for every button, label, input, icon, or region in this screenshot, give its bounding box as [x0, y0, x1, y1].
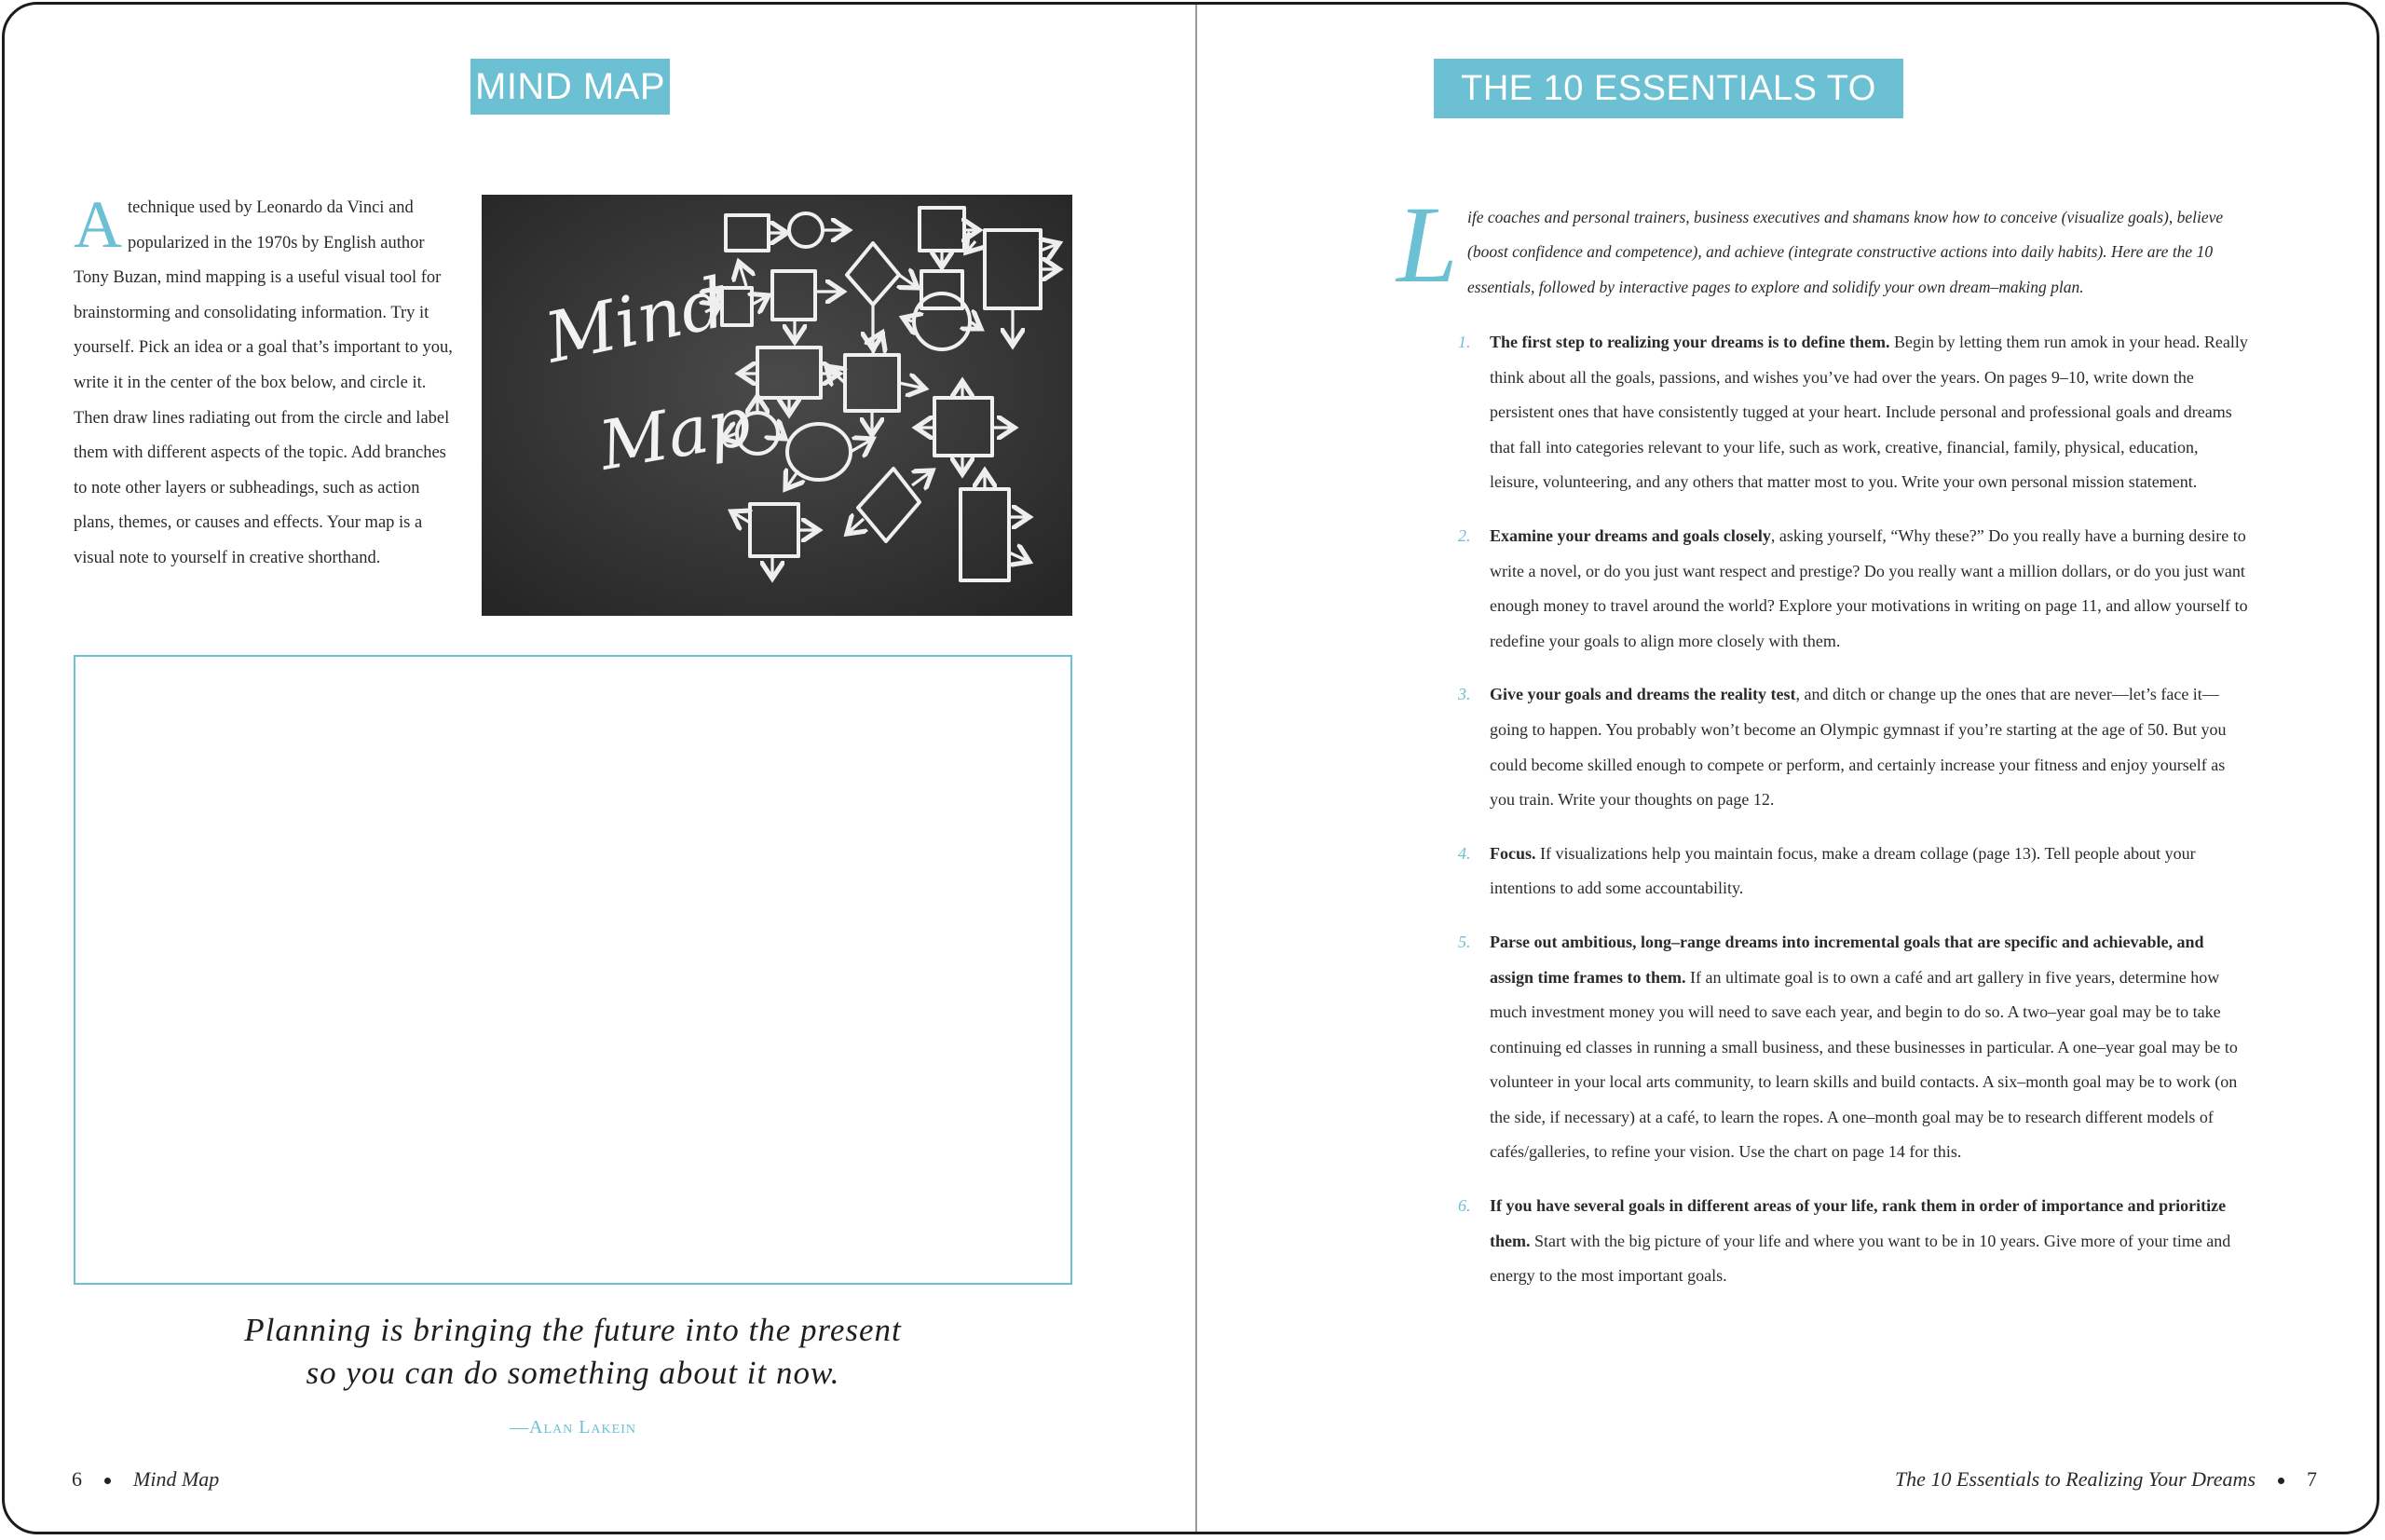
item-number: 3. [1458, 685, 1471, 704]
right-intro-paragraph [1397, 184, 2250, 306]
item-heading: The first step to realizing your dreams is to define them. [1490, 333, 1890, 351]
footer-bullet-icon [104, 1478, 111, 1484]
list-item [1458, 837, 2250, 906]
page-gutter [1195, 5, 1197, 1532]
item-heading: Give your goals and dreams the reality test [1490, 685, 1796, 704]
right-footer-title: The 10 Essentials to Realizing Your Dreams [1894, 1467, 2256, 1491]
item-number: 6. [1458, 1196, 1471, 1216]
list-item [1458, 925, 2250, 1170]
item-text: , and ditch or change up the ones that are never—let’s face it—going to happen. You probably won’t become an Olympic gymnast if you’re starting at the age of 50. But you could become skilled enough to compete or perform, and certainly increase your fitness and enjoy yourself as you train. Write your thoughts on page 12. [1490, 685, 2227, 810]
list-item [1458, 519, 2250, 659]
list-item [1458, 1189, 2250, 1294]
chalk-word-mind: Mind [538, 263, 733, 379]
left-footer-title: Mind Map [133, 1467, 220, 1491]
item-text: Begin by letting them run amok in your head. Really think about all the goals, passions, and wishes you’ve had over the years. On pages 9–10, write down the persistent ones that have consistently tugged at your heart. Include personal and professional goals and dreams that fall into categories relevant to your life, such as work, creative, financial, family, physical, education, leisure, volunteering, and any others that matter most to you. Write your own personal mission statement. [1490, 333, 2248, 492]
item-text: Start with the big picture of your life and where you want to be in 10 years. Give more of your time and energy to the most important goals. [1490, 1231, 2231, 1286]
list-item [1458, 677, 2250, 817]
chalk-word-map: Map [593, 381, 756, 485]
item-text: If visualizations help you maintain focus, make a dream collage (page 13). Tell people about your intentions to add some accountability. [1490, 843, 2196, 898]
item-text: If an ultimate goal is to own a café and art gallery in five years, determine how much investment money you will need to save each year, and begin to do so. A two–year goal may be to take continuing ed classes in running a small business, and these businesses in particular. A one–year goal may be to volunteer in your local arts community, to learn skills and build contacts. A six–month goal may be to work (on the side, if necessary) at a café, to learn the ropes. A one–month goal may be to research different models of cafés/galleries, to refine your vision. Use the chart on page 14 for this. [1490, 967, 2238, 1162]
quote [74, 1309, 1072, 1395]
left-intro-paragraph [74, 187, 456, 577]
item-number: 4. [1458, 843, 1471, 863]
dropcap-l: L [1397, 184, 1458, 306]
item-number: 5. [1458, 932, 1471, 951]
quote-attribution: —Alan Lakein [510, 1417, 636, 1438]
right-page-banner: THE 10 ESSENTIALS TO REALIZING YOUR DREAMS [1434, 59, 1903, 118]
left-footer [72, 1467, 219, 1492]
item-number: 1. [1458, 333, 1471, 351]
quote-line-2: so you can do something about it now. [306, 1355, 840, 1391]
item-heading: If you have several goals in different areas of your life, rank them in order of importance and prioritize them. [1490, 1196, 2227, 1250]
item-number: 2. [1458, 525, 1471, 545]
left-intro-text: technique used by Leonardo da Vinci and popularized in the 1970s by English author Tony Buzan, mind mapping is a useful visual tool for brainstorming and consolidating information. Try it yourself. Pick an idea or a goal that’s important to you, write it in the center of the box below, and circle it. Then draw lines radiating out from the circle and label them with different aspects of the topic. Add branches to note other layers or subheadings, such as action plans, themes, or causes and effects. Your map is a visual note to yourself in creative shorthand. [74, 198, 453, 567]
item-heading: Focus. [1490, 843, 1536, 863]
right-intro-text: ife coaches and personal trainers, business executives and shamans know how to conceive (visualize goals), believe (boost confidence and competence), and achieve (integrate constructive actions into daily habits). Here are the 10 essentials, followed by interactive pages to explore and solidify your own dream–making plan. [1467, 208, 2224, 296]
chalkboard-drawing [482, 195, 1072, 616]
list-item [1458, 325, 2250, 500]
item-heading: Examine your dreams and goals closely [1490, 525, 1771, 545]
right-footer [1895, 1467, 2317, 1492]
right-page-number: 7 [2307, 1467, 2317, 1491]
dropcap-a: A [74, 187, 122, 262]
mind-map-chalkboard-image [482, 195, 1072, 616]
left-page-number: 6 [72, 1467, 82, 1491]
item-text: , asking yourself, “Why these?” Do you really have a burning desire to write a novel, or do you just want respect and prestige? Do you really want a million dollars, or do you just want enough money to travel around the world? Explore your motivations in writing on page 11, and allow yourself to redefine your goals to align more closely with them. [1490, 525, 2248, 650]
quote-line-1: Planning is bringing the future into the present [244, 1312, 902, 1348]
left-page-banner: MIND MAP [470, 59, 670, 115]
mind-map-drawing-box[interactable] [74, 655, 1072, 1285]
book-spread [2, 2, 2379, 1534]
item-heading: Parse out ambitious, long–range dreams into incremental goals that are specific and achievable, and assign time frames to them. [1490, 932, 2204, 987]
essentials-list [1458, 325, 2250, 1313]
footer-bullet-icon [2278, 1478, 2284, 1484]
